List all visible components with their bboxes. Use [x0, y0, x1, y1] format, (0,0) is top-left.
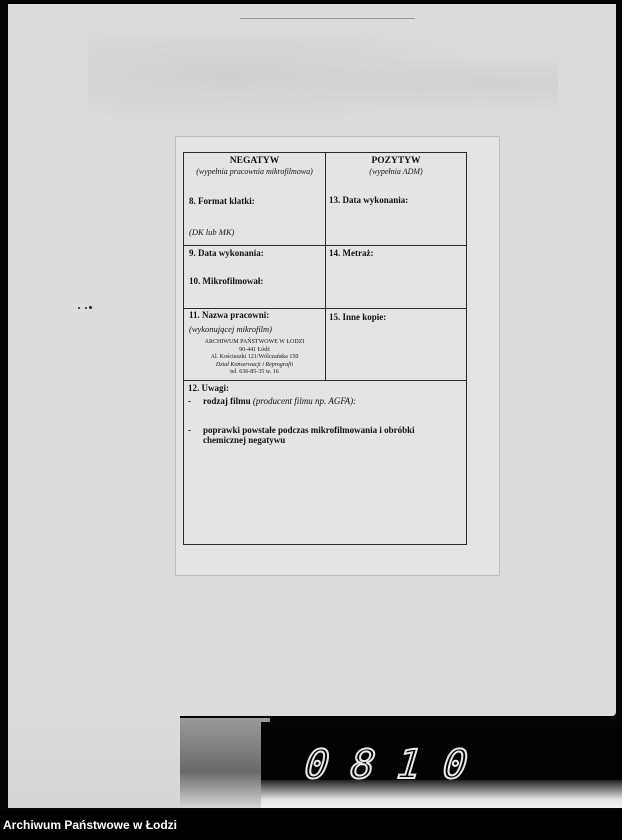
- film-type-label: rodzaj filmu: [203, 396, 251, 406]
- corrections-line: poprawki powstałe podczas mikrofilmowania i obróbki: [203, 425, 415, 435]
- dust-speck: [78, 307, 80, 309]
- stamp-line: Al. Kościuszki 121/Wólczańska 150: [210, 354, 299, 361]
- stamp-line: Dział Konserwacji i Reprografii: [215, 361, 294, 368]
- field-9-label: 9. Data wykonania:: [189, 248, 264, 258]
- film-type-hint: (producent filmu np. AGFA):: [252, 396, 357, 406]
- row-divider: [184, 245, 466, 246]
- dust-speck: [89, 306, 92, 309]
- field-11-label: 11. Nazwa pracowni:: [189, 310, 270, 320]
- negatyw-subtitle: (wypełnia pracownia mikrofilmowa): [196, 167, 313, 176]
- film-edge-light: [8, 716, 180, 808]
- field-13-label: 13. Data wykonania:: [329, 195, 409, 205]
- archive-stamp: [184, 339, 325, 377]
- row-divider: [184, 308, 466, 309]
- pozytyw-title: POZYTYW: [371, 156, 421, 166]
- uwagi-item-corrections: [203, 425, 415, 445]
- stamp-line: ARCHIWUM PAŃSTWOWE W ŁODZI: [204, 339, 305, 345]
- bullet: -: [188, 396, 191, 406]
- corrections-line: chemicznej negatywu: [203, 435, 286, 445]
- film-shadow: [180, 718, 270, 808]
- bullet: -: [188, 425, 191, 435]
- archive-name: Archiwum Państwowe w Łodzi: [3, 818, 178, 832]
- field-14-label: 14. Metraż:: [329, 248, 374, 258]
- field-10-label: 10. Mikrofilmował:: [189, 276, 264, 286]
- dust-speck: [85, 307, 87, 309]
- microfilm-form: [183, 152, 467, 545]
- stamp-line: tel. 636-85-35 w. 16: [230, 369, 279, 376]
- field-11-hint: (wykonującej mikrofilm): [189, 324, 273, 334]
- stamp-line: 90-441 Łódź: [239, 346, 270, 353]
- uwagi-item-film-type: [203, 396, 356, 406]
- field-8-label: 8. Format klatki:: [189, 196, 255, 206]
- column-divider: [325, 153, 326, 380]
- row-divider: [184, 380, 466, 381]
- negatyw-title: NEGATYW: [229, 156, 280, 166]
- field-12-label: 12. Uwagi:: [188, 383, 229, 393]
- field-8-hint: (DK lub MK): [189, 227, 235, 237]
- top-rule: [240, 18, 415, 19]
- pozytyw-subtitle: (wypełnia ADM): [369, 167, 423, 176]
- frame-counter: [303, 742, 492, 788]
- frame-number: 0810: [302, 742, 492, 788]
- field-15-label: 15. Inne kopie:: [329, 312, 387, 322]
